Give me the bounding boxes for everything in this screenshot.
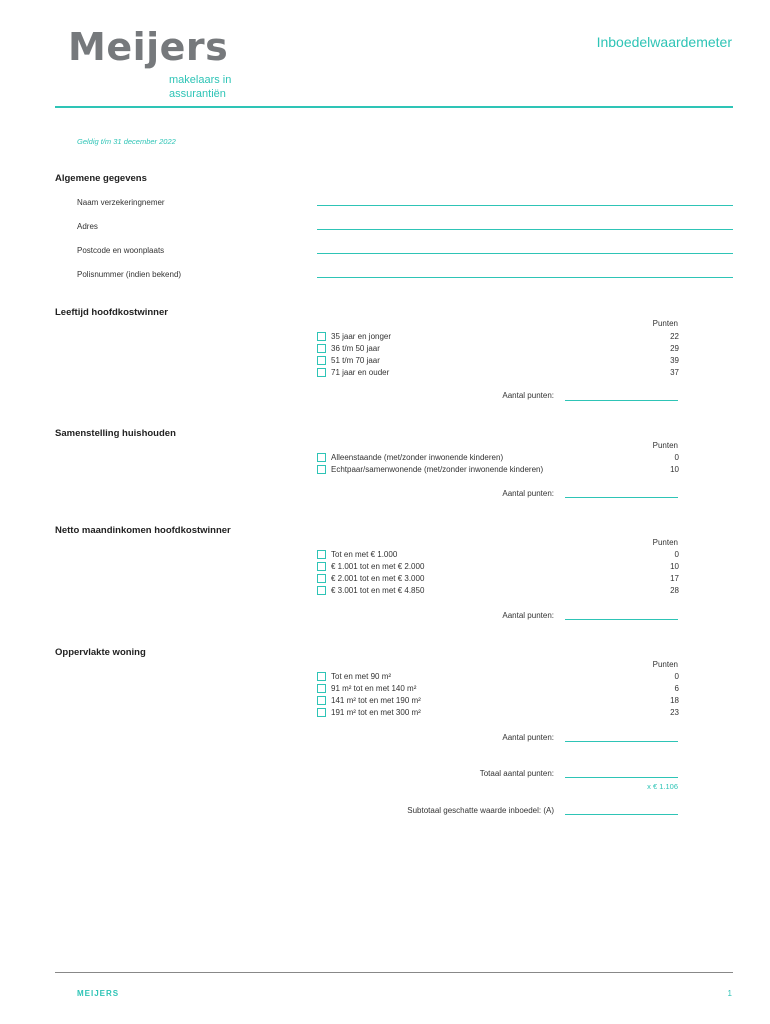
field-label-name: Naam verzekeringnemer	[77, 198, 165, 207]
option-checkbox[interactable]	[317, 708, 326, 717]
points-sum-label: Aantal punten:	[502, 489, 554, 498]
option-row	[317, 366, 679, 378]
option-label: Echtpaar/samenwonende (met/zonder inwonende kinderen)	[331, 464, 544, 474]
option-checkbox[interactable]	[317, 550, 326, 559]
option-checkbox[interactable]	[317, 574, 326, 583]
section-title-income: Netto maandinkomen hoofdkostwinner	[55, 525, 231, 536]
option-points: 22	[670, 331, 679, 341]
option-label: Alleenstaande (met/zonder inwonende kinderen)	[331, 452, 504, 462]
logo-tagline-line2: assurantiën	[169, 88, 226, 100]
option-label: 191 m² tot en met 300 m²	[331, 707, 421, 717]
field-input-address[interactable]	[317, 229, 733, 230]
option-row	[317, 354, 679, 366]
option-points: 17	[670, 573, 679, 583]
option-checkbox[interactable]	[317, 684, 326, 693]
points-header: Punten	[652, 660, 678, 669]
option-points: 10	[670, 561, 679, 571]
option-row	[317, 694, 679, 706]
option-points: 10	[670, 464, 679, 474]
points-sum-label: Aantal punten:	[502, 391, 554, 400]
option-label: 35 jaar en jonger	[331, 331, 392, 341]
points-sum-input[interactable]	[565, 619, 678, 620]
total-points-input[interactable]	[565, 777, 678, 778]
option-checkbox[interactable]	[317, 586, 326, 595]
company-logo	[68, 26, 228, 68]
logo-tagline	[169, 73, 231, 101]
points-header: Punten	[652, 538, 678, 547]
option-checkbox[interactable]	[317, 453, 326, 462]
option-points: 39	[670, 355, 679, 365]
option-points: 37	[670, 367, 679, 377]
option-row	[317, 342, 679, 354]
option-label: Tot en met € 1.000	[331, 549, 398, 559]
option-row	[317, 560, 679, 572]
logo-tagline-line1: makelaars in	[169, 74, 232, 86]
option-row	[317, 548, 679, 560]
page-number: 1	[727, 989, 732, 998]
document-title: Inboedelwaardemeter	[596, 34, 732, 50]
option-row	[317, 330, 679, 342]
logo-wordmark: Meijers	[68, 25, 229, 69]
field-input-postcode[interactable]	[317, 253, 733, 254]
section-title-general: Algemene gegevens	[55, 173, 147, 184]
header-divider	[55, 106, 733, 108]
points-header: Punten	[652, 441, 678, 450]
field-label-policy: Polisnummer (indien bekend)	[77, 270, 182, 279]
subtotal-label: Subtotaal geschatte waarde inboedel: (A)	[407, 806, 554, 815]
points-sum-input[interactable]	[565, 741, 678, 742]
option-row	[317, 706, 679, 718]
option-row	[317, 670, 679, 682]
option-row	[317, 463, 679, 475]
option-row	[317, 451, 679, 463]
option-label: € 3.001 tot en met € 4.850	[331, 585, 425, 595]
option-label: 36 t/m 50 jaar	[331, 343, 380, 353]
option-points: 0	[674, 452, 679, 462]
footer-divider	[55, 972, 733, 973]
field-label-postcode: Postcode en woonplaats	[77, 246, 165, 255]
footer-brand: MEIJERS	[77, 989, 120, 998]
subtotal-input[interactable]	[565, 814, 678, 815]
option-checkbox[interactable]	[317, 356, 326, 365]
option-checkbox[interactable]	[317, 332, 326, 341]
option-checkbox[interactable]	[317, 562, 326, 571]
field-input-policy[interactable]	[317, 277, 733, 278]
option-points: 6	[674, 683, 679, 693]
option-label: 71 jaar en ouder	[331, 367, 390, 377]
option-row	[317, 572, 679, 584]
section-title-surface: Oppervlakte woning	[55, 647, 146, 658]
points-header: Punten	[652, 319, 678, 328]
option-points: 23	[670, 707, 679, 717]
option-points: 0	[674, 671, 679, 681]
option-label: 51 t/m 70 jaar	[331, 355, 380, 365]
validity-note: Geldig t/m 31 december 2022	[77, 137, 176, 146]
option-row	[317, 584, 679, 596]
option-row	[317, 682, 679, 694]
total-points-label: Totaal aantal punten:	[479, 769, 554, 778]
value-multiplier: x € 1.106	[647, 782, 678, 791]
option-points: 18	[670, 695, 679, 705]
option-label: Tot en met 90 m²	[331, 671, 392, 681]
option-checkbox[interactable]	[317, 672, 326, 681]
option-checkbox[interactable]	[317, 465, 326, 474]
option-label: 91 m² tot en met 140 m²	[331, 683, 417, 693]
points-sum-input[interactable]	[565, 497, 678, 498]
points-sum-label: Aantal punten:	[502, 611, 554, 620]
option-points: 0	[674, 549, 679, 559]
option-points: 29	[670, 343, 679, 353]
section-title-household: Samenstelling huishouden	[55, 428, 176, 439]
section-title-age: Leeftijd hoofdkostwinner	[55, 307, 168, 318]
option-points: 28	[670, 585, 679, 595]
option-checkbox[interactable]	[317, 344, 326, 353]
field-input-name[interactable]	[317, 205, 733, 206]
field-label-address: Adres	[77, 222, 98, 231]
points-sum-input[interactable]	[565, 400, 678, 401]
points-sum-label: Aantal punten:	[502, 733, 554, 742]
option-checkbox[interactable]	[317, 368, 326, 377]
option-label: € 1.001 tot en met € 2.000	[331, 561, 425, 571]
option-checkbox[interactable]	[317, 696, 326, 705]
option-label: € 2.001 tot en met € 3.000	[331, 573, 425, 583]
option-label: 141 m² tot en met 190 m²	[331, 695, 421, 705]
